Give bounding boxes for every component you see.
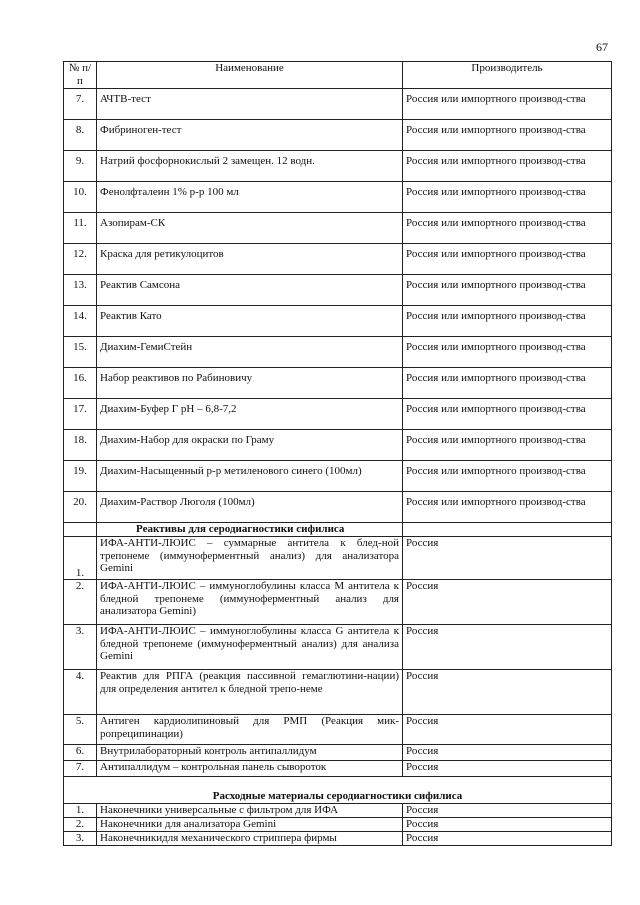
row-name: Внутрилабораторный контроль антипаллидум xyxy=(97,745,403,761)
reagents-table xyxy=(63,61,612,846)
table-row xyxy=(64,625,612,670)
table-row xyxy=(64,818,612,832)
row-number: 11. xyxy=(64,213,97,244)
row-name: ИФА-АНТИ-ЛЮИС – иммуноглобулины класса М антитела к бледной трепонеме (иммуноферментный анализ для анализатора Gemini) xyxy=(97,580,403,625)
row-number: 17. xyxy=(64,399,97,430)
section-title: Реактивы для серодиагностики сифилиса xyxy=(97,523,403,537)
row-producer: Россия или импортного производ-ства xyxy=(403,213,612,244)
table-row xyxy=(64,275,612,306)
row-producer: Россия или импортного производ-ства xyxy=(403,368,612,399)
row-name: Натрий фосфорнокислый 2 замещен. 12 водн. xyxy=(97,151,403,182)
header-num: № п/п xyxy=(64,62,97,89)
table-row xyxy=(64,461,612,492)
table-row xyxy=(64,537,612,580)
row-name: Реактив для РПГА (реакция пассивной гемаглютини-нации) для определения антител к бледной трепо-неме xyxy=(97,670,403,715)
row-name: Антиген кардиолипиновый для РМП (Реакция мик-ропреципинации) xyxy=(97,715,403,745)
row-name: ИФА-АНТИ-ЛЮИС – иммуноглобулины класса G антитела к бледной трепонеме (иммуноферментный анализ) для анализа Gemini xyxy=(97,625,403,670)
header-producer: Производитель xyxy=(403,62,612,89)
row-number: 10. xyxy=(64,182,97,213)
row-name: АЧТВ-тест xyxy=(97,89,403,120)
row-producer: Россия или импортного производ-ства xyxy=(403,120,612,151)
row-producer: Россия xyxy=(403,745,612,761)
table-row xyxy=(64,368,612,399)
section-row xyxy=(64,777,612,804)
row-number: 7. xyxy=(64,761,97,777)
row-name: ИФА-АНТИ-ЛЮИС – суммарные антитела к блед-ной трепонеме (иммуноферментный анализ) для анализатора Gemini xyxy=(97,537,403,580)
row-producer: Россия xyxy=(403,804,612,818)
row-name: Диахим-Раствор Люголя (100мл) xyxy=(97,492,403,523)
header-name: Наименование xyxy=(97,62,403,89)
table-row xyxy=(64,804,612,818)
row-name: Диахим-Набор для окраски по Граму xyxy=(97,430,403,461)
section-empty-cell xyxy=(64,523,97,537)
row-number: 8. xyxy=(64,120,97,151)
row-number: 15. xyxy=(64,337,97,368)
row-number: 13. xyxy=(64,275,97,306)
row-producer: Россия или импортного производ-ства xyxy=(403,492,612,523)
row-producer: Россия или импортного производ-ства xyxy=(403,337,612,368)
row-producer: Россия или импортного производ-ства xyxy=(403,399,612,430)
row-producer: Россия или импортного производ-ства xyxy=(403,461,612,492)
table-row xyxy=(64,182,612,213)
row-name: Фенолфталеин 1% р-р 100 мл xyxy=(97,182,403,213)
row-producer: Россия xyxy=(403,670,612,715)
row-number: 3. xyxy=(64,625,97,670)
row-name: Фибриноген-тест xyxy=(97,120,403,151)
row-producer: Россия xyxy=(403,818,612,832)
row-producer: Россия xyxy=(403,715,612,745)
row-number: 16. xyxy=(64,368,97,399)
table-row xyxy=(64,492,612,523)
row-producer: Россия или импортного производ-ства xyxy=(403,89,612,120)
row-number: 2. xyxy=(64,818,97,832)
row-producer: Россия xyxy=(403,832,612,846)
row-name: Наконечникидля механического стриппера фирмы xyxy=(97,832,403,846)
table-row xyxy=(64,120,612,151)
row-number: 1. xyxy=(64,537,97,580)
section-empty-cell xyxy=(403,523,612,537)
row-producer: Россия или импортного производ-ства xyxy=(403,306,612,337)
row-number: 6. xyxy=(64,745,97,761)
row-name: Диахим-Буфер Г рН – 6,8-7,2 xyxy=(97,399,403,430)
row-producer: Россия xyxy=(403,537,612,580)
row-name: Реактив Самсона xyxy=(97,275,403,306)
row-number: 19. xyxy=(64,461,97,492)
table-row xyxy=(64,745,612,761)
row-name: Реактив Като xyxy=(97,306,403,337)
table-row xyxy=(64,832,612,846)
row-number: 2. xyxy=(64,580,97,625)
table-row xyxy=(64,761,612,777)
row-name: Диахим-ГемиСтейн xyxy=(97,337,403,368)
table-row xyxy=(64,715,612,745)
row-number: 9. xyxy=(64,151,97,182)
row-producer: Россия или импортного производ-ства xyxy=(403,430,612,461)
table-row xyxy=(64,213,612,244)
table-row xyxy=(64,89,612,120)
row-producer: Россия или импортного производ-ства xyxy=(403,275,612,306)
row-producer: Россия или импортного производ-ства xyxy=(403,182,612,213)
row-name: Набор реактивов по Рабиновичу xyxy=(97,368,403,399)
row-name: Азопирам-СК xyxy=(97,213,403,244)
row-number: 3. xyxy=(64,832,97,846)
row-name: Краска для ретикулоцитов xyxy=(97,244,403,275)
row-number: 20. xyxy=(64,492,97,523)
table-row xyxy=(64,580,612,625)
table-body xyxy=(64,89,612,846)
row-name: Наконечники универсальные с фильтром для ИФА xyxy=(97,804,403,818)
row-producer: Россия xyxy=(403,761,612,777)
row-number: 4. xyxy=(64,670,97,715)
section-row xyxy=(64,523,612,537)
row-number: 18. xyxy=(64,430,97,461)
row-name: Наконечники для анализатора Gemini xyxy=(97,818,403,832)
row-producer: Россия xyxy=(403,580,612,625)
row-producer: Россия или импортного производ-ства xyxy=(403,151,612,182)
row-producer: Россия xyxy=(403,625,612,670)
row-number: 7. xyxy=(64,89,97,120)
row-number: 14. xyxy=(64,306,97,337)
table-row xyxy=(64,337,612,368)
row-name: Антипаллидум – контрольная панель сывороток xyxy=(97,761,403,777)
row-number: 1. xyxy=(64,804,97,818)
table-row xyxy=(64,399,612,430)
table-row xyxy=(64,306,612,337)
row-name: Диахим-Насыщенный р-р метиленового синего (100мл) xyxy=(97,461,403,492)
table-row xyxy=(64,151,612,182)
page-number: 67 xyxy=(596,40,608,54)
table-header-row xyxy=(64,62,612,89)
row-number: 5. xyxy=(64,715,97,745)
table-row xyxy=(64,244,612,275)
row-number: 12. xyxy=(64,244,97,275)
table-row xyxy=(64,670,612,715)
row-producer: Россия или импортного производ-ства xyxy=(403,244,612,275)
section-title: Расходные материалы серодиагностики сифилиса xyxy=(64,777,612,804)
table-row xyxy=(64,430,612,461)
